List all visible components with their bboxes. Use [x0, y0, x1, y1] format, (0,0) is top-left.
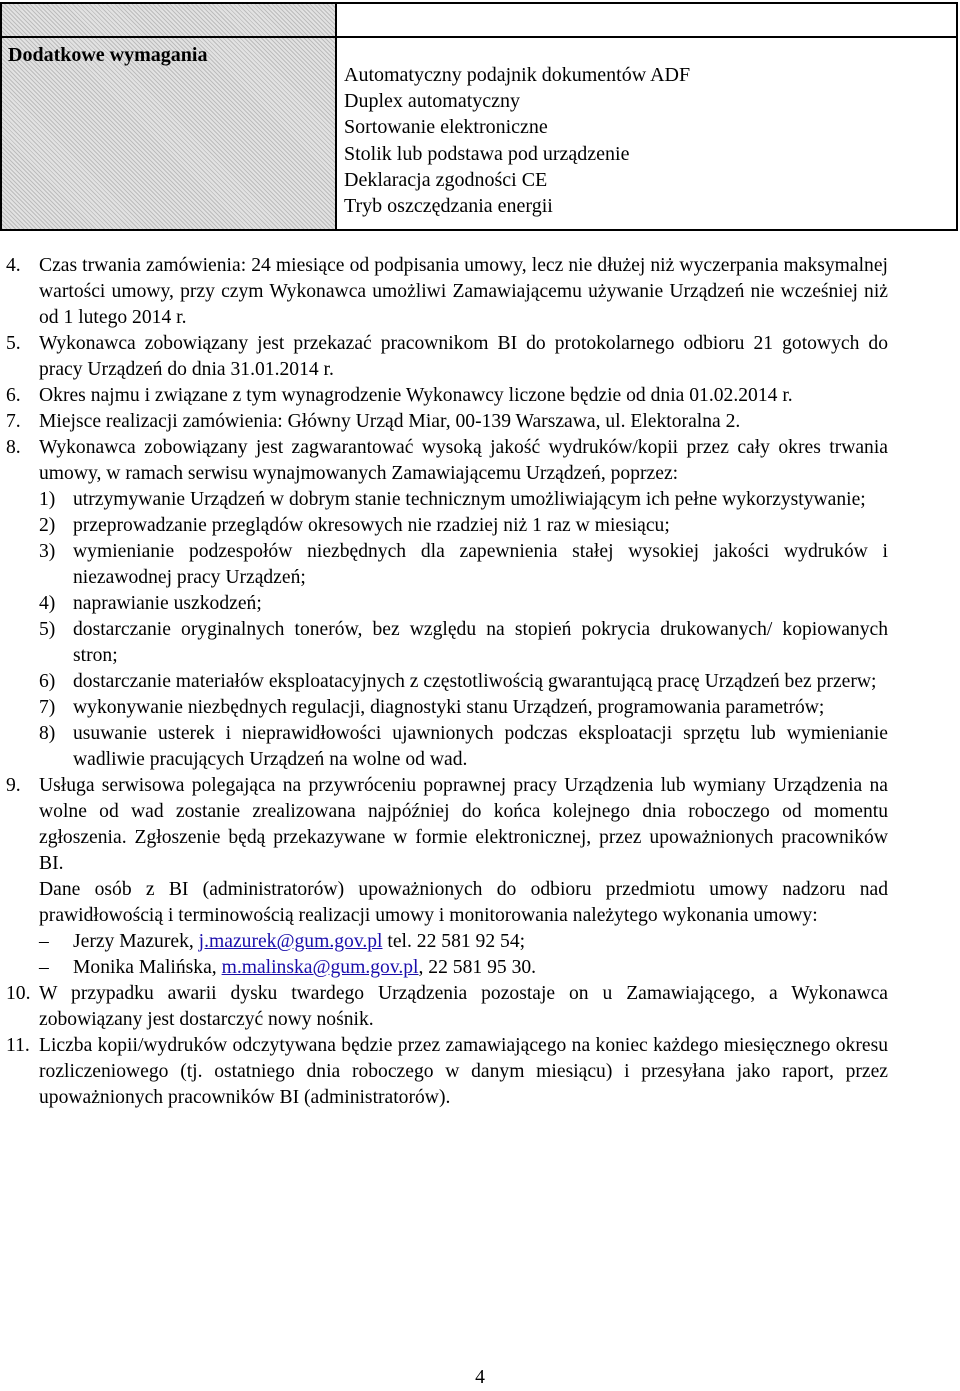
- contact-name: Jerzy Mazurek,: [73, 931, 199, 952]
- sub-text: naprawianie uszkodzeń;: [73, 593, 262, 614]
- point-7: [6, 409, 888, 435]
- point-text: W przypadku awarii dysku twardego Urządzenia pozostaje on u Zamawiającego, a Wykonawca zobowiązany jest dostarczyć nowy nośnik.: [39, 983, 888, 1030]
- requirement-item: Automatyczny podajnik dokumentów ADF: [344, 64, 691, 86]
- point-5: [6, 331, 888, 383]
- sub-number: 4): [39, 593, 56, 614]
- requirements-label: Dodatkowe wymagania: [8, 44, 208, 66]
- point-text: Okres najmu i związane z tym wynagrodzenie Wykonawcy liczone będzie od dnia 01.02.2014 r.: [39, 385, 793, 406]
- requirement-item: Deklaracja zgodności CE: [344, 168, 548, 191]
- sub-item: [39, 669, 888, 695]
- sub-number: 5): [39, 619, 56, 640]
- sub-item: [39, 539, 888, 591]
- point-number: 8.: [6, 437, 21, 458]
- email-link[interactable]: m.malinska@gum.gov.pl: [221, 957, 419, 978]
- sub-item: [39, 591, 888, 617]
- sub-text: wykonywanie niezbędnych regulacji, diagnostyki stanu Urządzeń, programowania parametrów;: [73, 697, 825, 718]
- point-text: Miejsce realizacji zamówienia: Główny Urząd Miar, 00-139 Warszawa, ul. Elektoralna 2.: [39, 411, 741, 432]
- point-text: Wykonawca zobowiązany jest przekazać pracownikom BI do protokolarnego odbioru 21 gotowych do pracy Urządzeń do dnia 31.01.2014 r.: [39, 333, 888, 380]
- contact-text: [73, 929, 525, 955]
- requirements-list: [337, 38, 956, 229]
- requirement-item: Sortowanie elektroniczne: [344, 116, 548, 139]
- contact-item: [39, 929, 888, 955]
- point-text: Wykonawca zobowiązany jest zagwarantować wysoką jakość wydruków/kopii przez cały okres trwania umowy, w ramach serwisu wynajmowanych Zamawiającemu Urządzeń, poprzez:: [39, 437, 888, 484]
- page-number: 4: [475, 1367, 485, 1388]
- table-row: [2, 38, 956, 229]
- point-4: [6, 253, 888, 331]
- point-number: 5.: [6, 333, 21, 354]
- requirements-table: [0, 2, 958, 231]
- point-6: [6, 383, 888, 409]
- sub-item: [39, 617, 888, 669]
- sub-number: 7): [39, 697, 56, 718]
- table-header-row: [2, 4, 956, 38]
- contact-phone: , 22 581 95 30.: [418, 957, 537, 978]
- sub-text: przeprowadzanie przeglądów okresowych nie rzadziej niż 1 raz w miesiącu;: [73, 515, 670, 536]
- point-number: 4.: [6, 255, 21, 276]
- sub-item: [39, 513, 888, 539]
- point-number: 6.: [6, 385, 21, 406]
- contact-name: Monika Malińska,: [73, 957, 222, 978]
- point-8: [6, 435, 888, 773]
- point-11: [6, 1033, 888, 1111]
- email-link[interactable]: j.mazurek@gum.gov.pl: [198, 931, 383, 952]
- sub-item: [39, 721, 888, 773]
- document-body: [6, 253, 888, 1111]
- sub-number: 6): [39, 671, 56, 692]
- sub-item: [39, 695, 888, 721]
- point-9: [6, 773, 888, 981]
- sub-number: 3): [39, 541, 56, 562]
- dash-bullet: –: [39, 957, 49, 978]
- requirement-item: Tryb oszczędzania energii: [344, 195, 553, 218]
- contact-text: [73, 955, 536, 981]
- contact-phone: tel. 22 581 92 54;: [382, 931, 526, 952]
- point-number: 11.: [6, 1035, 30, 1056]
- sub-text: utrzymywanie Urządzeń w dobrym stanie technicznym umożliwiającym ich pełne wykorzystywanie;: [73, 489, 866, 510]
- point-body: [39, 435, 888, 773]
- point-text-2: Dane osób z BI (administratorów) upoważnionych do odbioru przedmiotu umowy nadzoru nad prawidłowością i terminowością realizacji umowy i monitorowania należytego wykonania umowy:: [39, 879, 888, 926]
- point-text: Czas trwania zamówienia: 24 miesiące od podpisania umowy, lecz nie dłużej niż wyczerpania maksymalnej wartości umowy, przy czym Wykonawca umożliwi Zamawiającemu używanie Urządzeń nie wcześniej niż od 1 lutego 2014 r.: [39, 255, 888, 328]
- contact-item: [39, 955, 888, 981]
- point-body: [39, 773, 888, 981]
- sub-text: usuwanie usterek i nieprawidłowości ujawnionych podczas eksploatacji sprzętu lub wymienianie wadliwie pracujących Urządzeń na wolne od wad.: [73, 723, 888, 770]
- point-10: [6, 981, 888, 1033]
- empty-cell: [337, 4, 956, 36]
- requirement-item: Duplex automatyczny: [344, 90, 521, 113]
- point-number: 7.: [6, 411, 21, 432]
- sub-number: 8): [39, 723, 56, 744]
- requirement-item: Stolik lub podstawa pod urządzenie: [344, 142, 630, 165]
- shaded-cell: [2, 4, 337, 36]
- sub-text: dostarczanie oryginalnych tonerów, bez względu na stopień pokrycia drukowanych/ kopiowanych stron;: [73, 619, 888, 666]
- sub-text: wymienianie podzespołów niezbędnych dla zapewnienia stałej wysokiej jakości wydruków i niezawodnej pracy Urządzeń;: [73, 541, 888, 588]
- point-number: 10.: [6, 983, 31, 1004]
- sub-item: [39, 487, 888, 513]
- dash-bullet: –: [39, 931, 49, 952]
- sub-text: dostarczanie materiałów eksploatacyjnych z częstotliwością gwarantującą pracę Urządzeń bez przerw;: [73, 671, 877, 692]
- label-cell: [2, 38, 337, 229]
- point-number: 9.: [6, 775, 21, 796]
- point-text: Liczba kopii/wydruków odczytywana będzie przez zamawiającego na koniec każdego miesięcznego okresu rozliczeniowego (tj. ostatniego dnia roboczego w danym miesiącu) i przesyłana jako raport, przez upoważnionych pracowników BI (administratorów).: [39, 1035, 888, 1108]
- sub-number: 2): [39, 515, 56, 536]
- sub-number: 1): [39, 489, 56, 510]
- point-text: Usługa serwisowa polegająca na przywróceniu poprawnej pracy Urządzenia lub wymiany Urządzenia na wolne od wad zostanie zrealizowana najpóźniej do końca kolejnego dnia roboczego od momentu zgłoszenia. Zgłoszenie będą przekazywane w formie elektronicznej, przez upoważnionych pracowników BI.: [39, 775, 888, 874]
